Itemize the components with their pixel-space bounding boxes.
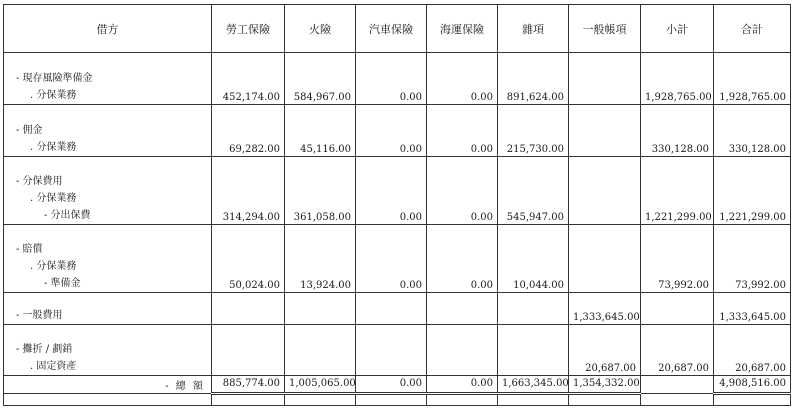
header-motor-insurance: 汽車保險 [356,5,427,53]
cell-motor: 0.00 [356,53,427,105]
total-misc: 1,663,345.00 [498,376,569,394]
cell-labour: 69,282.00 [212,105,285,157]
cell-marine: 0.00 [427,225,498,293]
cell-labour: 452,174.00 [212,53,285,105]
blank-cell [427,394,498,406]
cell-total: 1,333,645.00 [714,293,791,325]
blank-cell [285,394,356,406]
total-general: 1,354,332.00 [569,376,641,394]
row-label-line: . 分保業務 [30,142,77,153]
row-label-line: - 準備金 [44,278,81,289]
row-label-line: - 分保費用 [16,176,63,187]
cell-labour [212,325,285,376]
cell-subtotal: 1,221,299.00 [641,157,714,225]
row-label-line: - 佣金 [16,125,43,136]
blank-cell [641,394,714,406]
blank-cell [212,394,285,406]
blank-cell [569,394,641,406]
cell-fire: 584,967.00 [285,53,356,105]
blank-row [4,394,791,406]
cell-subtotal: 20,687.00 [641,325,714,376]
row-label-line: - 分出保費 [44,210,91,221]
cell-subtotal: 73,992.00 [641,225,714,293]
cell-fire: 13,924.00 [285,225,356,293]
table-row [4,105,791,157]
cell-misc [498,325,569,376]
total-row [4,376,791,394]
total-total: 4,908,516.00 [714,376,791,394]
debit-table [3,4,791,406]
header-miscellaneous: 雜項 [498,5,569,53]
row-label [4,293,212,325]
total-labour: 885,774.00 [212,376,285,394]
table-row [4,225,791,293]
total-label: - 總 額 [4,376,212,394]
cell-misc: 545,947.00 [498,157,569,225]
row-label-line: . 分保業務 [30,90,77,101]
header-marine-insurance: 海運保險 [427,5,498,53]
cell-total: 73,992.00 [714,225,791,293]
header-labour-insurance: 勞工保險 [212,5,285,53]
cell-fire: 361,058.00 [285,157,356,225]
cell-marine [427,293,498,325]
cell-misc: 10,044.00 [498,225,569,293]
cell-fire [285,325,356,376]
cell-total: 330,128.00 [714,105,791,157]
row-label [4,105,212,157]
cell-general [569,105,641,157]
cell-fire [285,293,356,325]
cell-motor: 0.00 [356,225,427,293]
header-row [4,5,791,53]
header-general-account: 一般帳項 [569,5,641,53]
blank-cell [4,394,212,406]
cell-subtotal: 330,128.00 [641,105,714,157]
table-row [4,325,791,376]
header-subtotal: 小計 [641,5,714,53]
cell-misc: 891,624.00 [498,53,569,105]
table-row [4,53,791,105]
row-label-line: - 賠償 [16,244,43,255]
cell-general: 20,687.00 [569,325,641,376]
cell-marine: 0.00 [427,157,498,225]
cell-general [569,53,641,105]
row-label [4,157,212,225]
header-fire-insurance: 火險 [285,5,356,53]
row-label [4,53,212,105]
cell-motor: 0.00 [356,105,427,157]
total-motor: 0.00 [356,376,427,394]
cell-fire: 45,116.00 [285,105,356,157]
total-marine: 0.00 [427,376,498,394]
row-label-line: - 攤折 / 劃銷 [16,344,73,355]
cell-marine: 0.00 [427,53,498,105]
row-label-line: . 分保業務 [30,261,77,272]
total-subtotal [641,376,714,394]
cell-marine: 0.00 [427,105,498,157]
row-label-line: . 固定資產 [30,361,77,372]
cell-motor [356,293,427,325]
cell-motor: 0.00 [356,157,427,225]
row-label [4,325,212,376]
total-fire: 1,005,065.00 [285,376,356,394]
cell-subtotal [641,293,714,325]
header-total: 合計 [714,5,791,53]
header-debit: 借方 [4,5,212,53]
cell-misc: 215,730.00 [498,105,569,157]
table-row [4,293,791,325]
cell-total: 1,928,765.00 [714,53,791,105]
cell-marine [427,325,498,376]
blank-cell [356,394,427,406]
cell-subtotal: 1,928,765.00 [641,53,714,105]
cell-labour: 50,024.00 [212,225,285,293]
row-label [4,225,212,293]
cell-total: 1,221,299.00 [714,157,791,225]
cell-general [569,157,641,225]
cell-general: 1,333,645.00 [569,293,641,325]
blank-cell [714,394,791,406]
cell-misc [498,293,569,325]
cell-total: 20,687.00 [714,325,791,376]
cell-general [569,225,641,293]
row-label-line: . 分保業務 [30,193,77,204]
blank-cell [498,394,569,406]
row-label-line: - 一般費用 [16,310,63,321]
row-label-line: - 現存風險準備金 [16,73,93,84]
cell-labour [212,293,285,325]
cell-motor [356,325,427,376]
table-row [4,157,791,225]
cell-labour: 314,294.00 [212,157,285,225]
